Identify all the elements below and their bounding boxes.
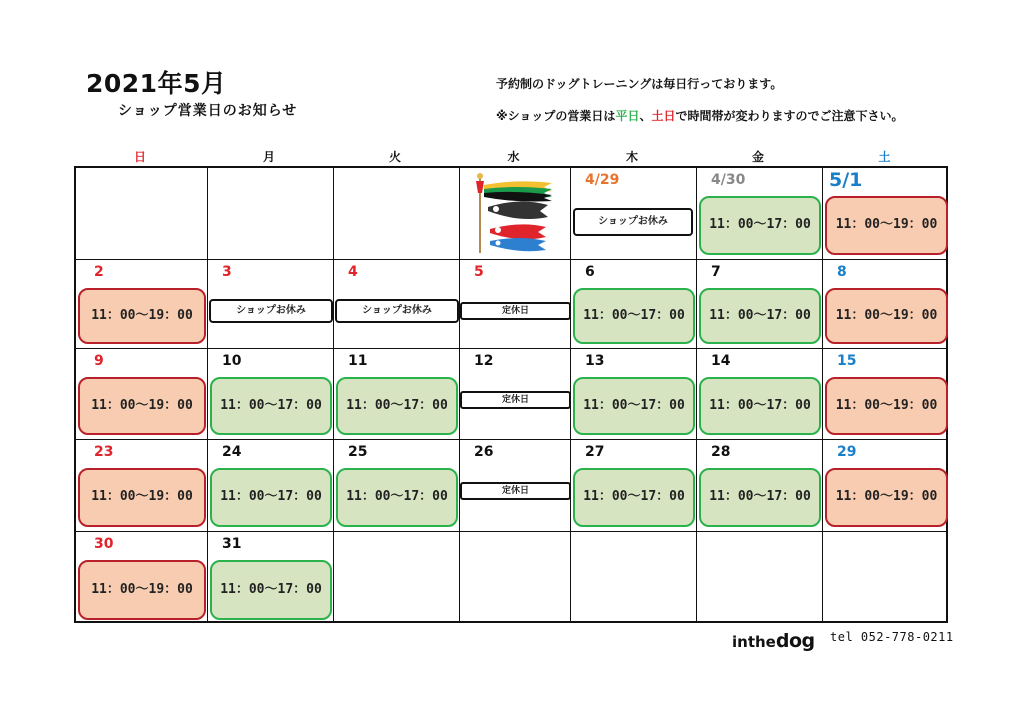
regular-holiday-box: 定休日	[460, 391, 571, 409]
day-number: 15	[837, 353, 857, 369]
shop-closed-box: ショップお休み	[209, 299, 333, 323]
calendar-cell	[823, 260, 950, 349]
calendar-cell	[823, 440, 950, 532]
hours-note-weekend: 土日	[651, 109, 676, 123]
calendar-cell	[334, 532, 460, 625]
calendar-cell	[571, 260, 697, 349]
day-number: 23	[94, 444, 114, 460]
weekday-hours-box: 11：00〜17：00	[699, 468, 821, 527]
weekday-3: 水	[507, 150, 520, 164]
calendar-cell	[208, 168, 334, 260]
calendar-cell	[697, 260, 823, 349]
day-number: 4	[348, 264, 358, 280]
shop-closed-box: ショップお休み	[573, 208, 693, 236]
day-number: 12	[474, 353, 494, 369]
calendar-cell	[208, 260, 334, 349]
weekend-hours-box: 11：00〜19：00	[78, 468, 206, 527]
calendar-cell	[460, 532, 571, 625]
hours-note	[496, 107, 904, 124]
weekend-hours-box: 11：00〜19：00	[825, 288, 948, 344]
calendar-cell	[571, 440, 697, 532]
day-number: 5/1	[829, 169, 863, 191]
calendar-cell	[571, 532, 697, 625]
weekday-5: 金	[751, 150, 764, 164]
day-number: 28	[711, 444, 731, 460]
calendar-cell	[208, 532, 334, 625]
regular-holiday-box: 定休日	[460, 302, 571, 320]
day-number: 3	[222, 264, 232, 280]
calendar-grid	[74, 166, 948, 623]
day-number: 13	[585, 353, 605, 369]
calendar-cell	[460, 168, 571, 260]
weekday-hours-box: 11：00〜17：00	[699, 377, 821, 435]
weekday-1: 月	[262, 150, 275, 164]
day-number: 8	[837, 264, 847, 280]
weekend-hours-box: 11：00〜19：00	[78, 560, 206, 620]
koinobori-icon	[470, 171, 560, 253]
day-number: 31	[222, 536, 242, 552]
training-note: 予約制のドッグトレーニングは毎日行っております。	[496, 77, 783, 91]
calendar-cell	[823, 168, 950, 260]
calendar-cell	[697, 440, 823, 532]
weekday-hours-box: 11：00〜17：00	[210, 560, 332, 620]
calendar-cell	[334, 349, 460, 440]
weekend-hours-box: 11：00〜19：00	[825, 196, 948, 255]
calendar-cell	[571, 349, 697, 440]
day-number: 27	[585, 444, 605, 460]
day-number: 5	[474, 264, 484, 280]
logo-prefix: inthe	[732, 633, 776, 651]
calendar-cell	[823, 532, 950, 625]
calendar-cell	[334, 440, 460, 532]
day-number: 6	[585, 264, 595, 280]
weekend-hours-box: 11：00〜19：00	[78, 377, 206, 435]
calendar-cell	[208, 440, 334, 532]
calendar-cell	[208, 349, 334, 440]
calendar-cell	[571, 168, 697, 260]
weekday-hours-box: 11：00〜17：00	[573, 468, 695, 527]
calendar-cell	[76, 532, 208, 625]
regular-holiday-box: 定休日	[460, 482, 571, 500]
calendar-cell	[76, 260, 208, 349]
day-number: 7	[711, 264, 721, 280]
day-number: 26	[474, 444, 494, 460]
day-number: 29	[837, 444, 857, 460]
calendar-cell	[697, 168, 823, 260]
brand-logo	[732, 630, 815, 652]
weekday-hours-box: 11：00〜17：00	[573, 377, 695, 435]
weekend-hours-box: 11：00〜19：00	[825, 468, 948, 527]
calendar-cell	[76, 349, 208, 440]
weekend-hours-box: 11：00〜19：00	[825, 377, 948, 435]
day-number: 10	[222, 353, 242, 369]
weekday-hours-box: 11：00〜17：00	[573, 288, 695, 344]
day-number: 30	[94, 536, 114, 552]
calendar-cell	[460, 260, 571, 349]
hours-note-suffix: で時間帯が変わりますのでご注意下さい。	[675, 109, 904, 123]
hours-note-prefix: ※ショップの営業日は	[496, 109, 616, 123]
day-number: 9	[94, 353, 104, 369]
weekday-4: 木	[625, 150, 638, 164]
calendar-cell	[76, 168, 208, 260]
calendar-cell	[76, 440, 208, 532]
day-number: 11	[348, 353, 368, 369]
calendar-cell	[823, 349, 950, 440]
weekend-hours-box: 11：00〜19：00	[78, 288, 206, 344]
weekday-hours-box: 11：00〜17：00	[699, 196, 821, 255]
hours-note-weekday: 平日	[615, 109, 640, 123]
calendar-cell	[460, 349, 571, 440]
weekday-0: 日	[133, 150, 146, 164]
day-number: 14	[711, 353, 731, 369]
shop-closed-box: ショップお休み	[335, 299, 459, 323]
page-title: 2021年5月	[86, 69, 227, 98]
day-number: 2	[94, 264, 104, 280]
weekday-hours-box: 11：00〜17：00	[699, 288, 821, 344]
day-number: 24	[222, 444, 242, 460]
hours-note-sep: 、	[639, 109, 652, 123]
calendar-cell	[697, 532, 823, 625]
calendar-cell	[460, 440, 571, 532]
weekday-hours-box: 11：00〜17：00	[210, 377, 332, 435]
day-number: 4/29	[585, 172, 620, 188]
logo-dog: dog	[775, 630, 815, 652]
day-number: 25	[348, 444, 368, 460]
calendar-cell	[334, 260, 460, 349]
day-number: 4/30	[711, 172, 746, 188]
weekday-hours-box: 11：00〜17：00	[336, 468, 458, 527]
page-subtitle: ショップ営業日のお知らせ	[118, 103, 298, 119]
weekday-2: 火	[388, 150, 401, 164]
phone-number: tel 052-778-0211	[830, 630, 954, 644]
weekday-hours-box: 11：00〜17：00	[210, 468, 332, 527]
weekday-6: 土	[878, 150, 891, 164]
weekday-hours-box: 11：00〜17：00	[336, 377, 458, 435]
calendar-cell	[334, 168, 460, 260]
calendar-cell	[697, 349, 823, 440]
